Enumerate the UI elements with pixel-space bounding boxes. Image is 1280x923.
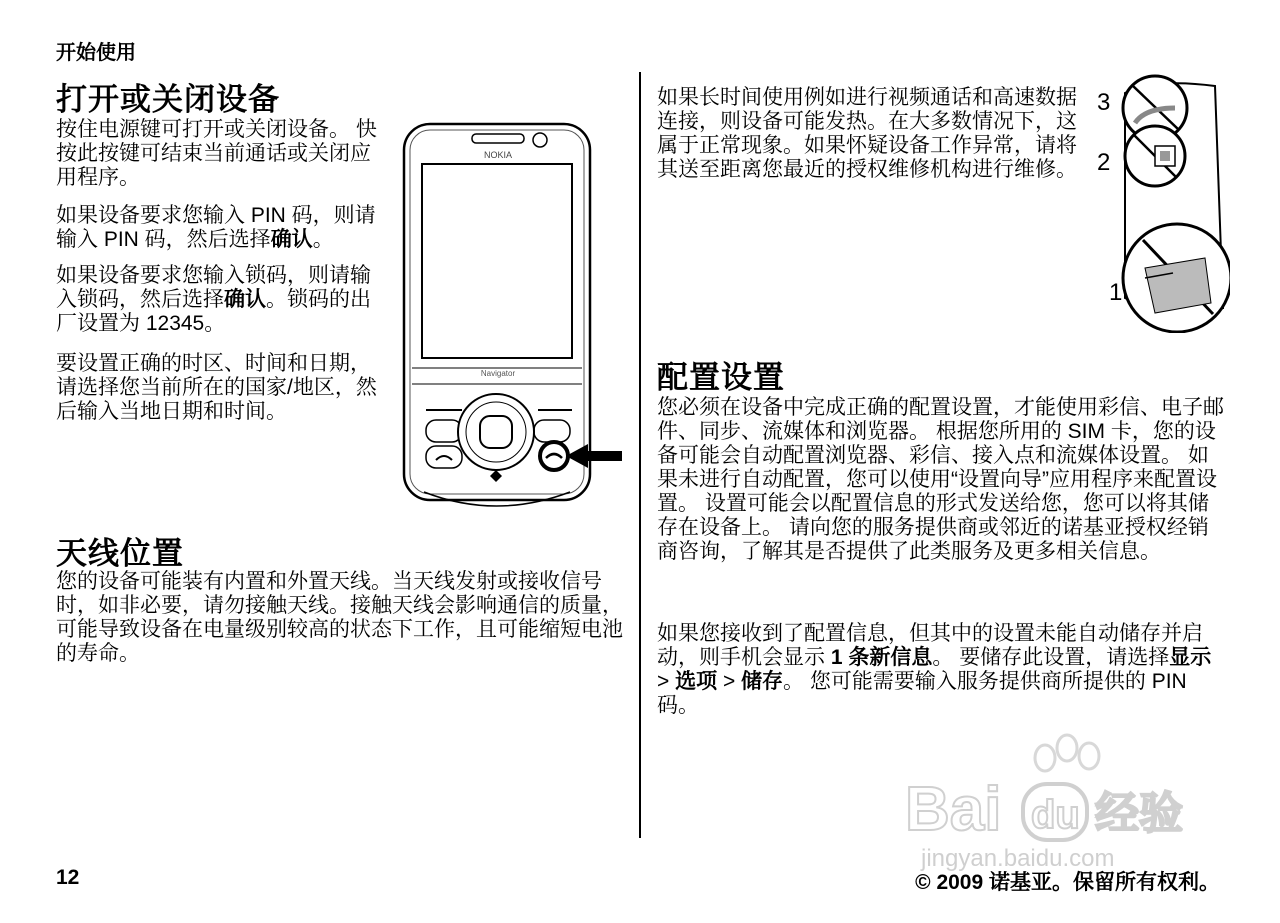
power-paragraph-2: 如果设备要求您输入 PIN 码，则请输入 PIN 码，然后选择确认。 xyxy=(56,204,376,251)
config-paragraph-2: 如果您接收到了配置信息，但其中的设置未能自动储存并启动，则手机会显示 1 条新信息。 要储存此设置，请选择显示 > 选项 > 储存。 您可能需要输入服务提供商所提供的 PIN 码。 xyxy=(657,622,1212,717)
power-paragraph-3: 如果设备要求您输入锁码，则请输入锁码，然后选择确认。锁码的出厂设置为 12345。 xyxy=(56,264,371,335)
watermark-url: jingyan.baidu.com xyxy=(921,845,1115,872)
baidu-watermark xyxy=(905,730,1215,880)
column-divider xyxy=(639,72,641,838)
phone-front-illustration xyxy=(400,120,625,512)
antenna-paragraph: 您的设备可能装有内置和外置天线。当天线发射或接收信号时，如非必要，请勿接触天线。接触天线会影响通信的质量，可能导致设备在电量级别较高的状态下工作，且可能缩短电池的寿命。 xyxy=(56,570,623,665)
power-paragraph-1: 按住电源键可打开或关闭设备。 快按此按键可结束当前通话或关闭应用程序。 xyxy=(56,118,377,189)
watermark-du: du xyxy=(1031,793,1080,837)
power-paragraph-4: 要设置正确的时区、时间和日期，请选择您当前所在的国家/地区，然后输入当地日期和时间。 xyxy=(56,352,377,423)
antenna-title: 天线位置 xyxy=(56,536,184,571)
page-number: 12 xyxy=(56,866,80,889)
callout-1: 1 xyxy=(1109,279,1123,306)
phone-label: Navigator xyxy=(480,369,516,378)
copyright: © 2009 诺基亚。保留所有权利。 xyxy=(915,871,1220,894)
config-paragraph-1: 您必须在设备中完成正确的配置设置，才能使用彩信、电子邮件、同步、流媒体和浏览器。 根据您所用的 SIM 卡，您的设备可能会自动配置浏览器、彩信、接入点和流媒体设置。 如果未进行自动配置，您可以使用“设置向导”应用程序来配置设置。 设置可能会以配置信息的形式发送给您，您可以将其储存在设备上。 请向您的服务提供商或邻近的诺基亚授权经销商咨询，了解其是否提供了此类服务及更多相关信息。 xyxy=(657,396,1224,563)
callout-2: 2 xyxy=(1097,149,1111,176)
callout-3: 3 xyxy=(1097,89,1111,116)
section-label: 开始使用 xyxy=(56,42,136,64)
watermark-bai: Bai xyxy=(905,775,1002,844)
watermark-jingyan: 经验 xyxy=(1095,788,1183,839)
phone-back-illustration xyxy=(1085,68,1230,333)
config-title: 配置设置 xyxy=(657,360,785,395)
heat-paragraph: 如果长时间使用例如进行视频通话和高速数据连接，则设备可能发热。在大多数情况下，这属于正常现象。如果怀疑设备工作异常，请将其送至距离您最近的授权维修机构进行维修。 xyxy=(657,86,1077,181)
phone-brand: NOKIA xyxy=(483,150,513,160)
power-title: 打开或关闭设备 xyxy=(56,82,280,117)
